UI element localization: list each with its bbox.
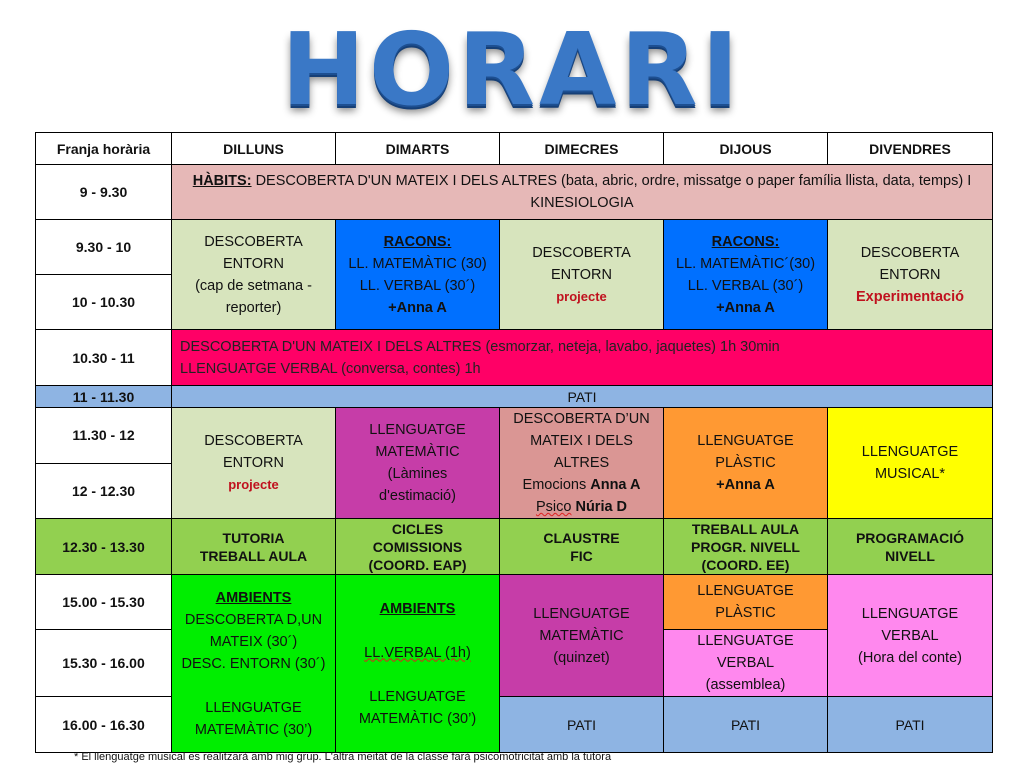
- tuesday-ambients-cell: [336, 575, 500, 753]
- tuesday-racons-cell: [336, 220, 500, 330]
- cell-line: LLENGUATGE: [369, 688, 466, 705]
- cell-line: (COORD. EAP): [368, 556, 467, 573]
- cell-line: LL. MATEMÀTIC (30): [348, 255, 487, 272]
- ambients-heading: AMBIENTS: [215, 589, 292, 606]
- cell-line: [504, 474, 659, 496]
- monday-tutoria-cell: [172, 519, 336, 575]
- cell-line: TREBALL AULA: [691, 520, 800, 537]
- cell-line: LLENGUATGE: [861, 444, 959, 460]
- pati-cell: PATI: [500, 697, 664, 753]
- cell-line: PROGR. NIVELL: [691, 538, 800, 555]
- wednesday-descoberta-cell: [500, 220, 664, 330]
- cell-line: PROGRAMACIÓ NIVELL: [855, 529, 965, 564]
- wednesday-emocions-cell: [500, 408, 664, 519]
- cell-text: Núria D: [571, 499, 628, 515]
- cell-line: LL.VERBAL (1h): [364, 644, 471, 661]
- cell-line: ENTORN: [879, 266, 941, 283]
- cell-line: LLENGUATGE: [369, 422, 466, 438]
- cell-line: VERBAL: [716, 655, 775, 671]
- tuesday-cicles-cell: [336, 519, 500, 575]
- cell-line: +Anna A: [716, 299, 775, 316]
- time-slot: 10.30 - 11: [36, 330, 172, 386]
- cell-line: TREBALL AULA: [199, 547, 308, 564]
- cell-line: COMISSIONS: [372, 538, 463, 555]
- cell-line: MATEMÀTIC (30’): [358, 710, 477, 727]
- cell-line: ENTORN: [551, 266, 612, 283]
- cell-red-line: Experimentació: [856, 288, 964, 305]
- cell-line: (Hora del conte): [858, 649, 962, 666]
- racons-heading: RACONS:: [383, 233, 452, 250]
- cell-line: PLÀSTIC: [715, 605, 776, 621]
- cell-line: DESCOBERTA: [860, 244, 960, 261]
- page-title: HORARI: [281, 11, 743, 128]
- cell-line: CLAUSTRE: [543, 529, 620, 546]
- cell-line: MATEMÀTIC (30’): [194, 721, 313, 738]
- time-slot: 16.00 - 16.30: [36, 697, 172, 753]
- cell-line: ALTRES: [553, 455, 610, 471]
- monday-descoberta-cell: [172, 408, 336, 519]
- cell-line: DESC. ENTORN (30´): [181, 655, 326, 672]
- cell-line: LL. VERBAL (30´): [687, 277, 804, 294]
- time-slot: 15.30 - 16.00: [36, 630, 172, 697]
- cell-line: (cap de setmana -: [195, 277, 312, 294]
- cell-line: DESCOBERTA: [204, 433, 303, 449]
- cell-line: d'estimació): [379, 488, 456, 504]
- cell-line: PLÀSTIC: [715, 455, 776, 471]
- cell-line: MATEIX (30´): [209, 633, 298, 650]
- footnote: * El llenguatge musical es realitzarà amb mig grup. L'altra meitat de la classe farà psicomotricitat amb la tutora: [74, 751, 612, 763]
- cell-text: Emocions: [522, 477, 591, 493]
- time-slot: 10 - 10.30: [36, 275, 172, 330]
- cell-text: Anna A: [590, 477, 641, 493]
- cell-line: CICLES: [391, 520, 444, 537]
- cell-line: +Anna A: [388, 299, 447, 316]
- thursday-plastic-cell: [664, 575, 828, 630]
- header-tuesday: DIMARTS: [336, 133, 500, 165]
- thursday-verbal-cell: [664, 630, 828, 697]
- cell-line: DESCOBERTA: [204, 233, 303, 250]
- cell-line: MUSICAL*: [874, 466, 946, 482]
- cell-line: reporter): [225, 299, 282, 316]
- pati-cell: PATI: [828, 697, 993, 753]
- time-slot: 9.30 - 10: [36, 220, 172, 275]
- pati-cell: PATI: [172, 386, 993, 408]
- thursday-plastic-cell: [664, 408, 828, 519]
- cell-line: LL. VERBAL (30´): [359, 277, 476, 294]
- cell-line: MATEMÀTIC: [539, 627, 624, 644]
- cell-line: DESCOBERTA D,UN: [184, 611, 323, 628]
- cell-line: (Làmines: [387, 466, 448, 482]
- cell-line: LLENGUATGE: [697, 583, 794, 599]
- time-slot: 11.30 - 12: [36, 408, 172, 464]
- cell-line: LLENGUATGE: [533, 605, 630, 622]
- cell-red-line: projecte: [228, 477, 279, 492]
- cell-line: (quinzet): [553, 649, 610, 666]
- header-thursday: DIJOUS: [664, 133, 828, 165]
- header-wednesday: DIMECRES: [500, 133, 664, 165]
- cell-line: MATEIX I DELS: [530, 433, 633, 449]
- friday-musical-cell: [828, 408, 993, 519]
- friday-verbal-cell: [828, 575, 993, 697]
- header-monday: DILLUNS: [172, 133, 336, 165]
- wednesday-claustre-cell: [500, 519, 664, 575]
- cell-line: [504, 496, 659, 518]
- habits-label: HÀBITS:: [192, 173, 252, 189]
- cell-line: LLENGUATGE: [205, 699, 302, 716]
- cell-line: TUTORIA: [222, 529, 285, 546]
- cell-line: DESCOBERTA D’UN: [513, 411, 650, 427]
- habits-text: DESCOBERTA D'UN MATEIX I DELS ALTRES (bata, abric, ordre, missatge o paper família llista, data, temps) I KINESIOLOGIA: [251, 173, 972, 211]
- cell-line: LLENGUATGE VERBAL (conversa, contes) 1h: [180, 360, 481, 377]
- cell-line: DESCOBERTA D'UN MATEIX I DELS ALTRES (esmorzar, neteja, lavabo, jaquetes) 1h 30min: [180, 338, 780, 355]
- monday-descoberta-cell: [172, 220, 336, 330]
- cell-line: MATEMÀTIC: [375, 444, 460, 460]
- cell-line: FIC: [570, 547, 593, 564]
- thursday-treball-cell: [664, 519, 828, 575]
- cell-line: LLENGUATGE: [697, 633, 794, 649]
- cell-line: LLENGUATGE: [697, 433, 794, 449]
- cell-line: (COORD. EE): [701, 556, 790, 573]
- time-slot: 12.30 - 13.30: [36, 519, 172, 575]
- wednesday-matematic-cell: [500, 575, 664, 697]
- cell-line: DESCOBERTA: [532, 244, 631, 261]
- cell-line: +Anna A: [716, 477, 775, 493]
- cell-red-line: projecte: [556, 288, 607, 304]
- time-slot: 12 - 12.30: [36, 463, 172, 519]
- ambients-heading: AMBIENTS: [379, 600, 456, 617]
- cell-text: Psico: [535, 499, 572, 515]
- header-friday: DIVENDRES: [828, 133, 993, 165]
- cell-line: (assemblea): [705, 677, 786, 693]
- friday-programacio-cell: [828, 519, 993, 575]
- time-slot: 9 - 9.30: [36, 165, 172, 220]
- habits-cell: [172, 165, 993, 220]
- tuesday-llenguatge-cell: [336, 408, 500, 519]
- cell-line: LLENGUATGE: [861, 605, 959, 622]
- thursday-racons-cell: [664, 220, 828, 330]
- cell-line: ENTORN: [223, 255, 284, 272]
- header-time: Franja horària: [36, 133, 172, 165]
- monday-ambients-cell: [172, 575, 336, 753]
- schedule-table: [35, 132, 993, 753]
- cell-line: LL. MATEMÀTIC´(30): [675, 255, 816, 272]
- cell-line: ENTORN: [223, 455, 284, 471]
- pati-cell: PATI: [664, 697, 828, 753]
- friday-descoberta-cell: [828, 220, 993, 330]
- racons-heading: RACONS:: [711, 233, 780, 250]
- time-slot: 15.00 - 15.30: [36, 575, 172, 630]
- header-row: [36, 133, 993, 165]
- time-slot: 11 - 11.30: [36, 386, 172, 408]
- cell-line: VERBAL: [881, 627, 939, 644]
- morning-routine-cell: [172, 330, 993, 386]
